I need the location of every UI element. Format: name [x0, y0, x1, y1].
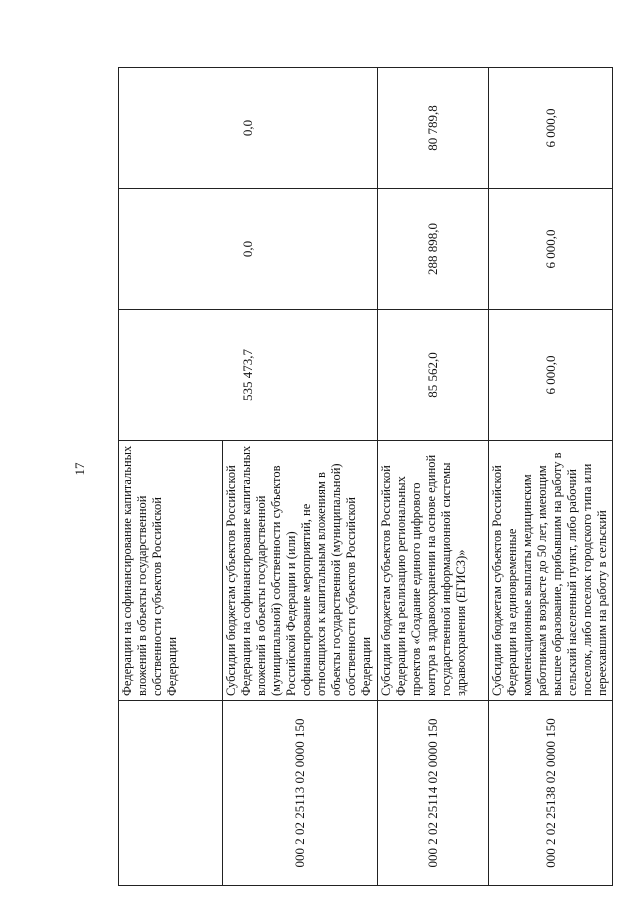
value-cell-2: 6 000,0	[488, 189, 612, 310]
value-cell-1: 535 473,7	[119, 310, 378, 441]
code-cell: 000 2 02 25114 02 0000 150	[377, 701, 488, 886]
value-cell-2: 0,0	[119, 189, 378, 310]
code-cell: 000 2 02 25113 02 0000 150	[223, 701, 378, 886]
table-row	[488, 68, 612, 886]
description-cell: Федерации на софинансирование капитальных вложений в объекты государственной собственности субъектов Российской Федерации	[119, 441, 223, 701]
page-number: 17	[72, 462, 87, 476]
code-cell: 000 2 02 25138 02 0000 150	[488, 701, 612, 886]
value-cell-3: 80 789,8	[377, 68, 488, 189]
table-container	[118, 68, 613, 886]
table-row	[119, 68, 223, 886]
description-cell: Субсидии бюджетам субъектов Российской Федерации на единовременные компенсационные выплаты медицинским работникам в возрасте до 50 лет, имеющим высшее образование, прибывшим на работу в сельский населенный пункт, либо рабочий поселок, либо поселок городского типа или переехавшим на работу в сельский	[488, 441, 612, 701]
value-cell-2: 288 898,0	[377, 189, 488, 310]
value-cell-3: 0,0	[119, 68, 378, 189]
description-cell: Субсидии бюджетам субъектов Российской Федерации на реализацию региональных проектов «Создание единого цифрового контура в здравоохранении на основе единой государственной информационной системы здравоохранения (ЕГИСЗ)»	[377, 441, 488, 701]
value-cell-1: 85 562,0	[377, 310, 488, 441]
value-cell-1: 6 000,0	[488, 310, 612, 441]
description-cell: Субсидии бюджетам субъектов Российской Федерации на софинансирование капитальных вложений в объекты государственной (муниципальной) собственности субъектов Российской Федерации и (или) софинансирование мероприятий, не относящихся к капитальным вложениям в объекты государственной (муниципальной) собственности субъектов Российской Федерации	[223, 441, 378, 701]
code-cell	[119, 701, 223, 886]
value-cell-3: 6 000,0	[488, 68, 612, 189]
table-row	[377, 68, 488, 886]
budget-table	[118, 67, 613, 886]
